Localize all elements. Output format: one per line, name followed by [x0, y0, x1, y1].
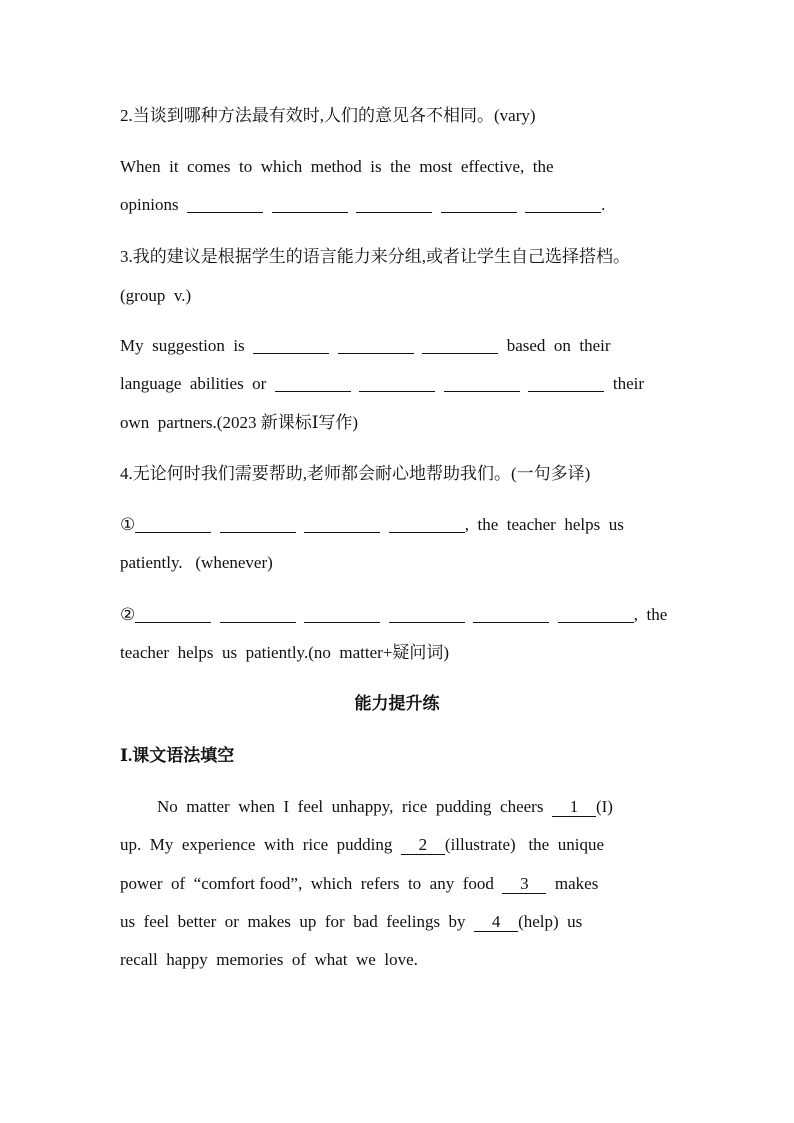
q4-b-line1 — [120, 603, 680, 627]
q4-b-line2: teacher helps us patiently.(no matter+疑问词) — [120, 643, 450, 662]
part1-line3-text: power of “comfort food”, which refers to any food — [120, 874, 503, 893]
blank[interactable] — [356, 195, 432, 213]
part1-line1-text: No matter when I feel unhappy, rice pudding cheers — [157, 797, 552, 816]
q3-line3: own partners.(2023 新课标Ⅰ写作) — [120, 413, 359, 432]
blank[interactable] — [422, 336, 498, 354]
blank[interactable] — [359, 374, 435, 392]
q2-prompt: 2.当谈到哪种方法最有效时,人们的意见各不相同。(vary) — [120, 106, 536, 125]
blank[interactable] — [473, 605, 549, 623]
q4-a-end: , the teacher helps us — [464, 515, 624, 534]
q2-line2 — [120, 193, 680, 217]
part1-line2-hint: (illustrate) the unique — [444, 835, 604, 854]
blank[interactable] — [135, 515, 211, 533]
circled-two-marker: ② — [120, 605, 136, 624]
q4-prompt: 4.无论何时我们需要帮助,老师都会耐心地帮助我们。(一句多译) — [120, 464, 591, 483]
part1-line2-text: up. My experience with rice pudding — [120, 835, 401, 854]
part1-line4-hint: (help) us — [518, 912, 583, 931]
blank[interactable] — [389, 605, 465, 623]
q3-hint: (group v.) — [120, 286, 192, 305]
section-title: 能力提升练 — [354, 694, 440, 713]
blank[interactable] — [220, 515, 296, 533]
blank[interactable] — [272, 195, 348, 213]
blank[interactable] — [275, 374, 351, 392]
q3-line2-end: their — [604, 374, 644, 393]
blank[interactable] — [389, 515, 465, 533]
blank[interactable] — [441, 195, 517, 213]
blank[interactable] — [187, 195, 263, 213]
q3-line1 — [120, 334, 680, 358]
q3-prompt: 3.我的建议是根据学生的语言能力来分组,或者让学生自己选择搭档。 — [120, 247, 630, 266]
q3-line1-end: based on their — [498, 336, 611, 355]
part1-line3 — [120, 872, 680, 896]
q3-line2-start: language abilities or — [120, 374, 275, 393]
q2-line2-start: opinions — [120, 195, 188, 214]
q4-a-line1 — [120, 513, 680, 537]
part1-line3-tail: makes — [546, 874, 599, 893]
blank-number-1[interactable]: 1 — [552, 797, 596, 817]
blank[interactable] — [444, 374, 520, 392]
part1-line1-hint: (I) — [595, 797, 613, 816]
blank[interactable] — [338, 336, 414, 354]
blank[interactable] — [253, 336, 329, 354]
blank-number-4[interactable]: 4 — [474, 912, 518, 932]
blank[interactable] — [558, 605, 634, 623]
q3-line2 — [120, 372, 680, 396]
q4-a-line2: patiently. (whenever) — [120, 553, 273, 572]
blank[interactable] — [220, 605, 296, 623]
q2-line2-end: . — [601, 195, 606, 214]
blank[interactable] — [304, 515, 380, 533]
blank[interactable] — [528, 374, 604, 392]
part1-line1 — [157, 795, 717, 819]
blank-number-2[interactable]: 2 — [401, 835, 445, 855]
q4-b-end: , the — [633, 605, 668, 624]
q3-line1-start: My suggestion is — [120, 336, 254, 355]
part1-line4-text: us feel better or makes up for bad feelings by — [120, 912, 475, 931]
part1-line4 — [120, 910, 680, 934]
q2-line1: When it comes to which method is the most effective, the — [120, 157, 554, 176]
part1-line5: recall happy memories of what we love. — [120, 950, 418, 969]
circled-one-marker: ① — [120, 515, 136, 534]
blank[interactable] — [525, 195, 601, 213]
part1-heading: Ⅰ.课文语法填空 — [120, 746, 235, 765]
blank[interactable] — [304, 605, 380, 623]
part1-line2 — [120, 833, 680, 857]
blank-number-3[interactable]: 3 — [502, 874, 546, 894]
blank[interactable] — [135, 605, 211, 623]
